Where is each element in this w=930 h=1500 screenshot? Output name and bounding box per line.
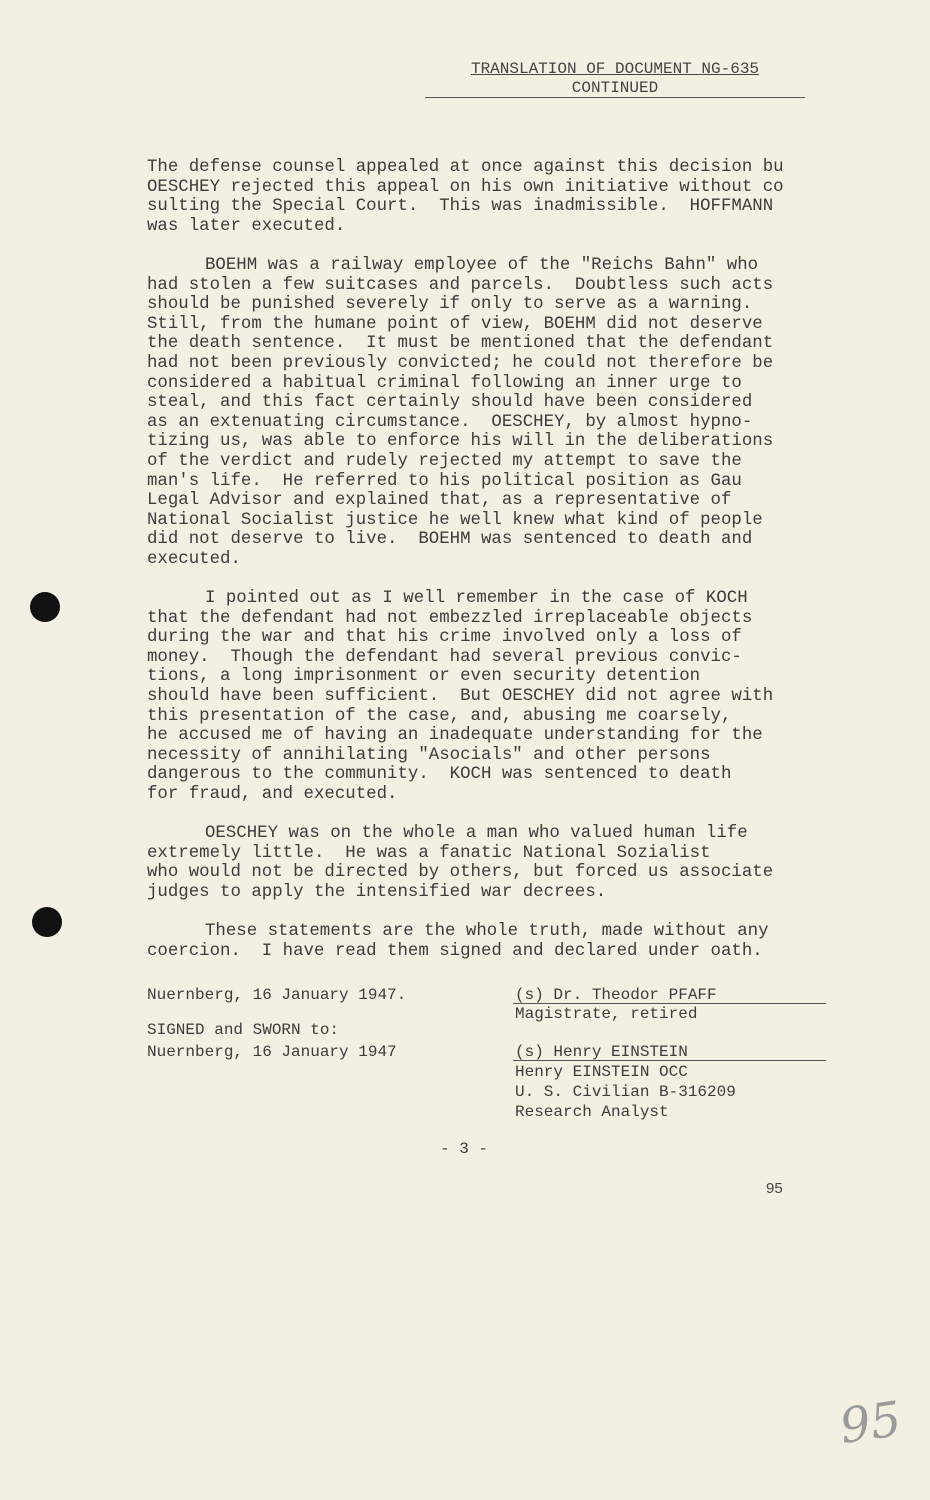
text-line: National Socialist justice he well knew what kind of people (147, 510, 763, 530)
text-line: the death sentence. It must be mentioned that the defendant (147, 334, 774, 354)
text-line: The defense counsel appealed at once against this decision bu (147, 158, 784, 177)
document-body (147, 158, 847, 981)
text-line: necessity of annihilating "Asocials" and other persons (147, 745, 711, 765)
text-line: These statements are the whole truth, made without any (205, 922, 769, 942)
text-line: was later executed. (147, 216, 346, 236)
page-number: - 3 - (440, 1140, 489, 1158)
text-line: did not deserve to live. BOEHM was sentenced to death and (147, 530, 753, 550)
punch-hole (30, 592, 60, 622)
signing-place-date: Nuernberg, 16 January 1947. (147, 986, 407, 1004)
signer-1-title: Magistrate, retired (515, 1005, 698, 1023)
paragraph (147, 158, 847, 236)
signer-2-role: Research Analyst (515, 1103, 669, 1121)
signer-1-signature: (s) Dr. Theodor PFAFF (515, 986, 717, 1004)
sworn-label: SIGNED and SWORN to: (147, 1021, 340, 1039)
text-line: had stolen a few suitcases and parcels. Doubtless such acts (147, 275, 774, 295)
text-line: Legal Advisor and explained that, as a representative of (147, 491, 732, 511)
text-line: during the war and that his crime involved only a loss of (147, 628, 742, 648)
signature-line (513, 1060, 826, 1061)
text-line: this presentation of the case, and, abusing me coarsely, (147, 706, 732, 726)
text-line: I pointed out as I well remember in the case of KOCH (205, 589, 748, 609)
text-line: OESCHEY was on the whole a man who valued human life (205, 824, 748, 844)
signer-2-signature: (s) Henry EINSTEIN (515, 1043, 688, 1061)
signer-2-id: U. S. Civilian B-316209 (515, 1083, 736, 1101)
text-line: should be punished severely if only to serve as a warning. (147, 295, 753, 315)
text-line: executed. (147, 549, 241, 569)
text-line: should have been sufficient. But OESCHEY did not agree with (147, 687, 774, 707)
handwritten-folio-number: 95 (836, 1391, 905, 1455)
text-line: who would not be directed by others, but forced us associate (147, 863, 774, 883)
text-line: that the defendant had not embezzled irreplaceable objects (147, 608, 753, 628)
paragraph (147, 256, 847, 570)
text-line: money. Though the defendant had several previous convic- (147, 647, 742, 667)
paragraph (147, 922, 847, 961)
text-line: man's life. He referred to his political position as Gau (147, 471, 742, 491)
text-line: coercion. I have read them signed and declared under oath. (147, 941, 763, 961)
paragraph (147, 589, 847, 805)
folio-number: 95 (766, 1180, 783, 1197)
document-header (425, 60, 805, 98)
text-line: for fraud, and executed. (147, 785, 398, 804)
text-line: dangerous to the community. KOCH was sentenced to death (147, 765, 732, 785)
signer-2-name: Henry EINSTEIN OCC (515, 1063, 688, 1081)
text-line: tions, a long imprisonment or even security detention (147, 667, 701, 687)
text-line: tizing us, was able to enforce his will in the deliberations (147, 432, 774, 452)
punch-hole (32, 907, 62, 937)
text-line: extremely little. He was a fanatic National Sozialist (147, 843, 711, 863)
text-line: he accused me of having an inadequate understanding for the (147, 726, 763, 746)
header-rule (425, 97, 805, 98)
text-line: judges to apply the intensified war decrees. (147, 882, 607, 902)
paragraph (147, 824, 847, 902)
text-line: as an extenuating circumstance. OESCHEY, by almost hypno- (147, 412, 753, 432)
text-line: steal, and this fact certainly should have been considered (147, 393, 753, 413)
text-line: Still, from the humane point of view, BOEHM did not deserve (147, 314, 763, 334)
text-line: considered a habitual criminal following an inner urge to (147, 373, 742, 393)
text-line: OESCHEY rejected this appeal on his own initiative without co (147, 177, 784, 197)
text-line: sulting the Special Court. This was inadmissible. HOFFMANN (147, 197, 774, 217)
document-subtitle: CONTINUED (571, 79, 659, 97)
sworn-place-date: Nuernberg, 16 January 1947 (147, 1043, 397, 1061)
document-title: TRANSLATION OF DOCUMENT NG-635 (470, 60, 760, 78)
text-line: BOEHM was a railway employee of the "Reichs Bahn" who (205, 255, 759, 275)
text-line: had not been previously convicted; he could not therefore be (147, 353, 774, 373)
text-line: of the verdict and rudely rejected my attempt to save the (147, 451, 742, 471)
